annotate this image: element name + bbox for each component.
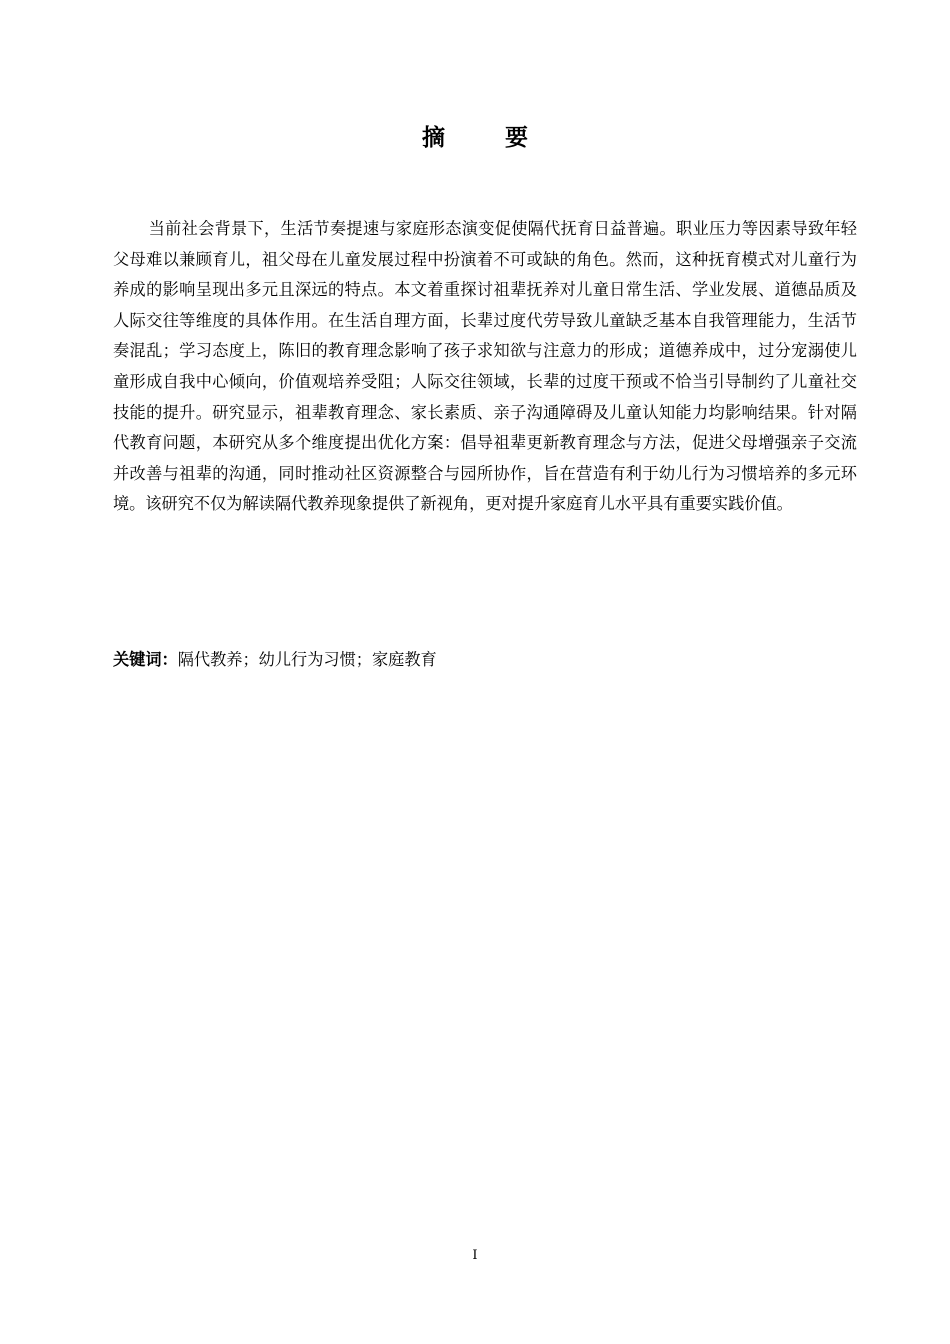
page-title: 摘 要 <box>421 125 554 151</box>
keywords-text: 隔代教养；幼儿行为习惯；家庭教育 <box>177 650 437 669</box>
keywords-label: 关键词： <box>113 650 178 669</box>
page-number: I <box>472 1248 478 1263</box>
abstract-paragraph: 当前社会背景下，生活节奏提速与家庭形态演变促使隔代抚育日益普遍。职业压力等因素导致年轻父母难以兼顾育儿，祖父母在儿童发展过程中扮演着不可或缺的角色。然而，这种抚育模式对儿童行为养成的影响呈现出多元且深远的特点。本文着重探讨祖辈抚养对儿童日常生活、学业发展、道德品质及人际交往等维度的具体作用。在生活自理方面，长辈过度代劳导致儿童缺乏基本自我管理能力，生活节奏混乱；学习态度上，陈旧的教育理念影响了孩子求知欲与注意力的形成；道德养成中，过分宠溺使儿童形成自我中心倾向，价值观培养受阻；人际交往领域，长辈的过度干预或不恰当引导制约了儿童社交技能的提升。研究显示，祖辈教育理念、家长素质、亲子沟通障碍及儿童认知能力均影响结果。针对隔代教育问题，本研究从多个维度提出优化方案：倡导祖辈更新教育理念与方法，促进父母增强亲子交流并改善与祖辈的沟通，同时推动社区资源整合与园所协作，旨在营造有利于幼儿行为习惯培养的多元环境。该研究不仅为解读隔代教养现象提供了新视角，更对提升家庭育儿水平具有重要实践价值。 <box>113 219 857 514</box>
keywords-line <box>113 645 857 675</box>
